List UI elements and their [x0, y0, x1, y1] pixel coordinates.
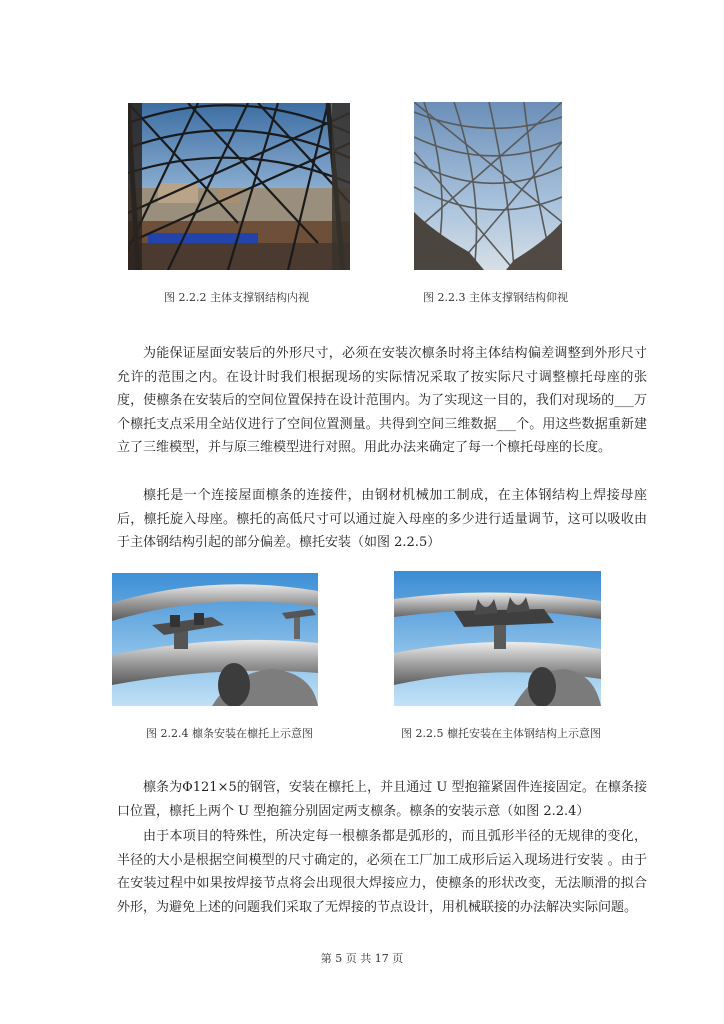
figure-2-2-5-caption: 图 2.2.5 檩托安装在主体钢结构上示意图	[401, 727, 601, 740]
figure-2-2-4-render	[112, 573, 318, 706]
paragraph-3: 檩条为Φ121×5的钢管，安装在檩托上，并且通过 U 型抱箍紧固件连接固定。在檩条接口位置，檩托上两个 U 型抱箍分别固定两支檩条。檩条的安装示意（如图 2.2.4）	[117, 780, 647, 819]
figure-2-2-2-photo	[128, 103, 350, 270]
figure-2-2-2-caption: 图 2.2.2 主体支撑钢结构内视	[164, 291, 309, 304]
paragraph-1: 为能保证屋面安装后的外形尺寸，必须在安装次檩条时将主体结构偏差调整到外形尺寸允许的范围之内。在设计时我们根据现场的实际情况采取了按实际尺寸调整檩托母座的张度，使檩条在安装后的空间位置保持在设计范围内。为了实现这一目的，我们对现场的___万个檩托支点采用全站仪进行了空间位置测量。共得到空间三维数据___个。用这些数据重新建立了三维模型，并与原三维模型进行对照。用此办法来确定了每一个檩托母座的长度。	[117, 346, 647, 455]
figure-2-2-3-photo	[414, 102, 562, 270]
figure-2-2-3-caption: 图 2.2.3 主体支撑钢结构仰视	[423, 291, 568, 304]
paragraph-2: 檩托是一个连接屋面檩条的连接件，由钢材机械加工制成，在主体钢结构上焊接母座后，檩托旋入母座。檩托的高低尺寸可以通过旋入母座的多少进行适量调节，这可以吸收由于主体钢结构引起的部分偏差。檩托安装（如图 2.2.5）	[117, 488, 647, 550]
figure-2-2-4-caption: 图 2.2.4 檩条安装在檩托上示意图	[146, 727, 313, 740]
figure-2-2-5-render	[394, 571, 601, 706]
paragraph-4: 由于本项目的特殊性，所决定每一根檩条都是弧形的，而且弧形半径的无规律的变化，半径的大小是根据空间模型的尺寸确定的，必须在工厂加工成形后运入现场进行安装 。由于在安装过程中如果按焊接节点将会出现很大焊接应力，使檩条的形状改变，无法顺滑的拟合外形，为避免上述的问题我们采取了无焊接的节点设计，用机械联接的办法解决实际问题。	[117, 829, 647, 915]
page-footer: 第 5 页 共 17 页	[320, 952, 404, 965]
